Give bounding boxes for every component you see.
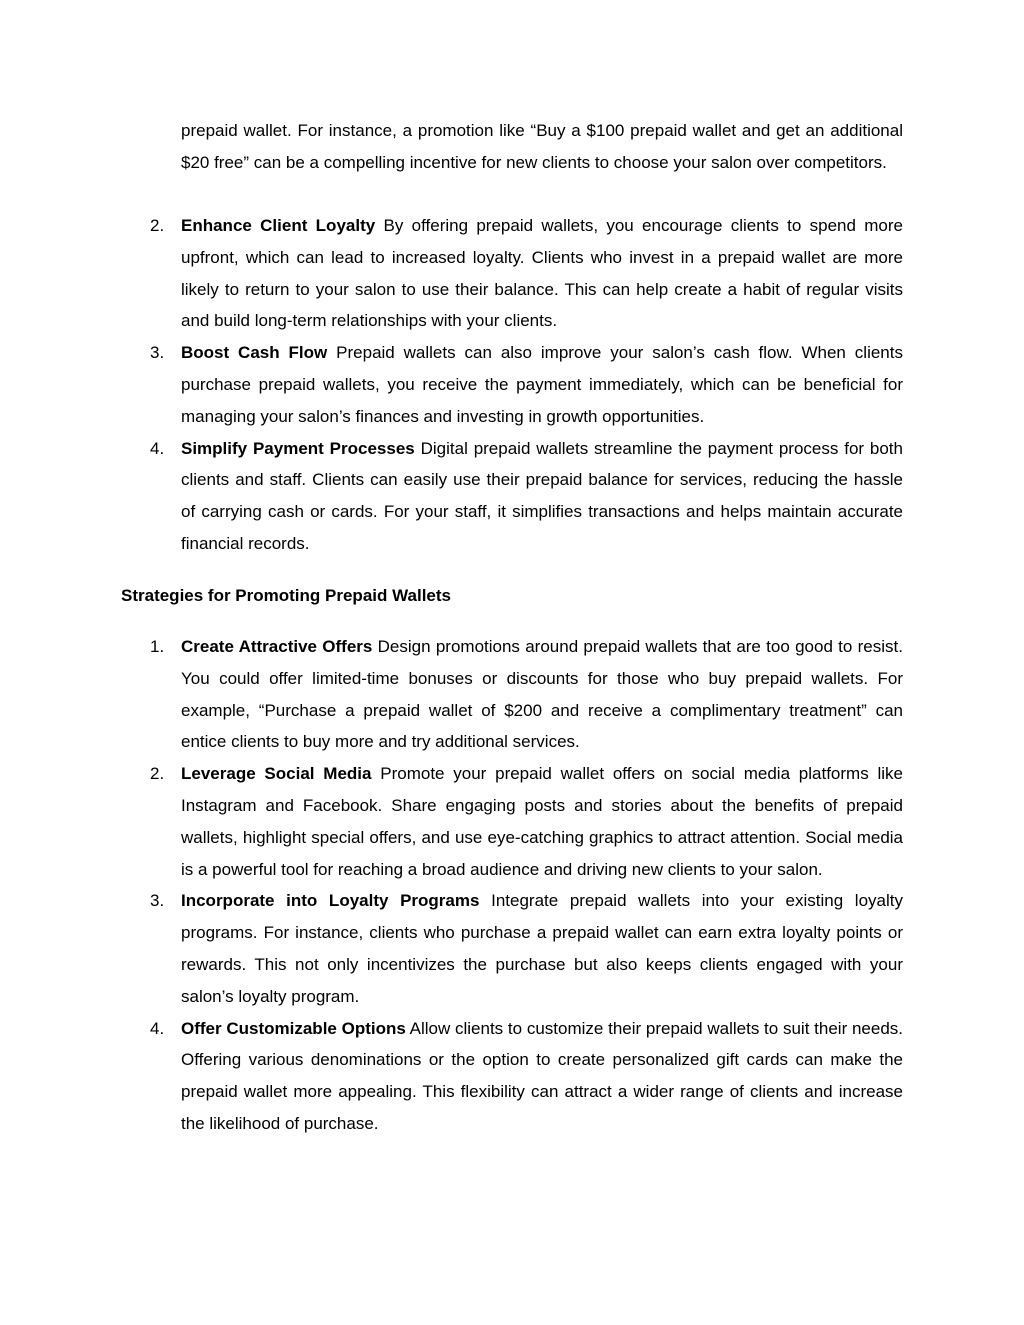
list-item-text: Digital prepaid wallets streamline the payment process for both clients and staff. Clients can easily use their prepaid balance for services, reducing the hassle of carrying cash or cards. For your staff, it simplifies transactions and helps maintain accurate financial records. xyxy=(181,438,903,553)
list-item-title: Boost Cash Flow xyxy=(181,343,328,363)
list-item-number: 1. xyxy=(150,637,165,656)
list-item-title: Leverage Social Media xyxy=(181,764,372,784)
list-item-number: 2. xyxy=(150,764,165,784)
intro-paragraph: prepaid wallet. For instance, a promotion like “Buy a $100 prepaid wallet and get an additional $20 free” can be a compelling incentive for new clients to choose your salon over competitors. xyxy=(181,121,903,172)
list-item-number: 2. xyxy=(150,216,165,235)
list-item-text: Promote your prepaid wallet offers on social media platforms like Instagram and Facebook. Share engaging posts and stories about the benefits of prepaid wallets, highlight special offers, and use eye-catching graphics to attract attention. Social media is a powerful tool for reaching a broad audience and driving new clients to your salon. xyxy=(181,764,903,879)
list-item xyxy=(150,758,903,885)
list-item xyxy=(150,1013,904,1140)
list-item-title: Simplify Payment Processes xyxy=(181,438,415,458)
list-item xyxy=(150,885,903,1012)
list-item-title: Enhance Client Loyalty xyxy=(181,216,376,235)
list-item-number: 3. xyxy=(150,343,165,363)
list-item-text: By offering prepaid wallets, you encourage clients to spend more upfront, which can lead to increased loyalty. Clients who invest in a prepaid wallet are more likely to return to your salon to use their balance. This can help create a habit of regular visits and build long-term relationships with your clients. xyxy=(181,216,904,331)
list-item-text: Allow clients to customize their prepaid wallets to suit their needs. Offering various denominations or the option to create personalized gift cards can make the prepaid wallet more appealing. This flexibility can attract a wider range of clients and increase the likelihood of purchase. xyxy=(181,1018,904,1133)
list-item-text: Prepaid wallets can also improve your salon’s cash flow. When clients purchase prepaid wallets, you receive the payment immediately, which can be beneficial for managing your salon’s finances and investing in growth opportunities. xyxy=(181,343,903,426)
list-item-number: 4. xyxy=(150,1018,165,1038)
list-item-text: Design promotions around prepaid wallets that are too good to resist. You could offer limited-time bonuses or discounts for those who buy prepaid wallets. For example, “Purchase a prepaid wallet of $200 and receive a complimentary treatment” can entice clients to buy more and try additional services. xyxy=(181,637,903,752)
list-item xyxy=(150,337,903,432)
list-item xyxy=(150,433,903,560)
list-item xyxy=(150,631,903,758)
list-item-number: 3. xyxy=(150,891,165,911)
list-item-number: 4. xyxy=(150,438,165,458)
section-heading: Strategies for Promoting Prepaid Wallets xyxy=(121,586,451,605)
list-item-title: Offer Customizable Options xyxy=(181,1018,406,1038)
benefits-list xyxy=(150,210,904,560)
list-item-text: Integrate prepaid wallets into your existing loyalty programs. For instance, clients who purchase a prepaid wallet can earn extra loyalty points or rewards. This not only incentivizes the purchase but also keeps clients engaged with your salon’s loyalty program. xyxy=(181,891,903,1006)
list-item-title: Incorporate into Loyalty Programs xyxy=(181,891,480,911)
strategies-list xyxy=(150,631,904,1140)
list-item-title: Create Attractive Offers xyxy=(181,637,373,656)
list-item xyxy=(150,210,904,337)
